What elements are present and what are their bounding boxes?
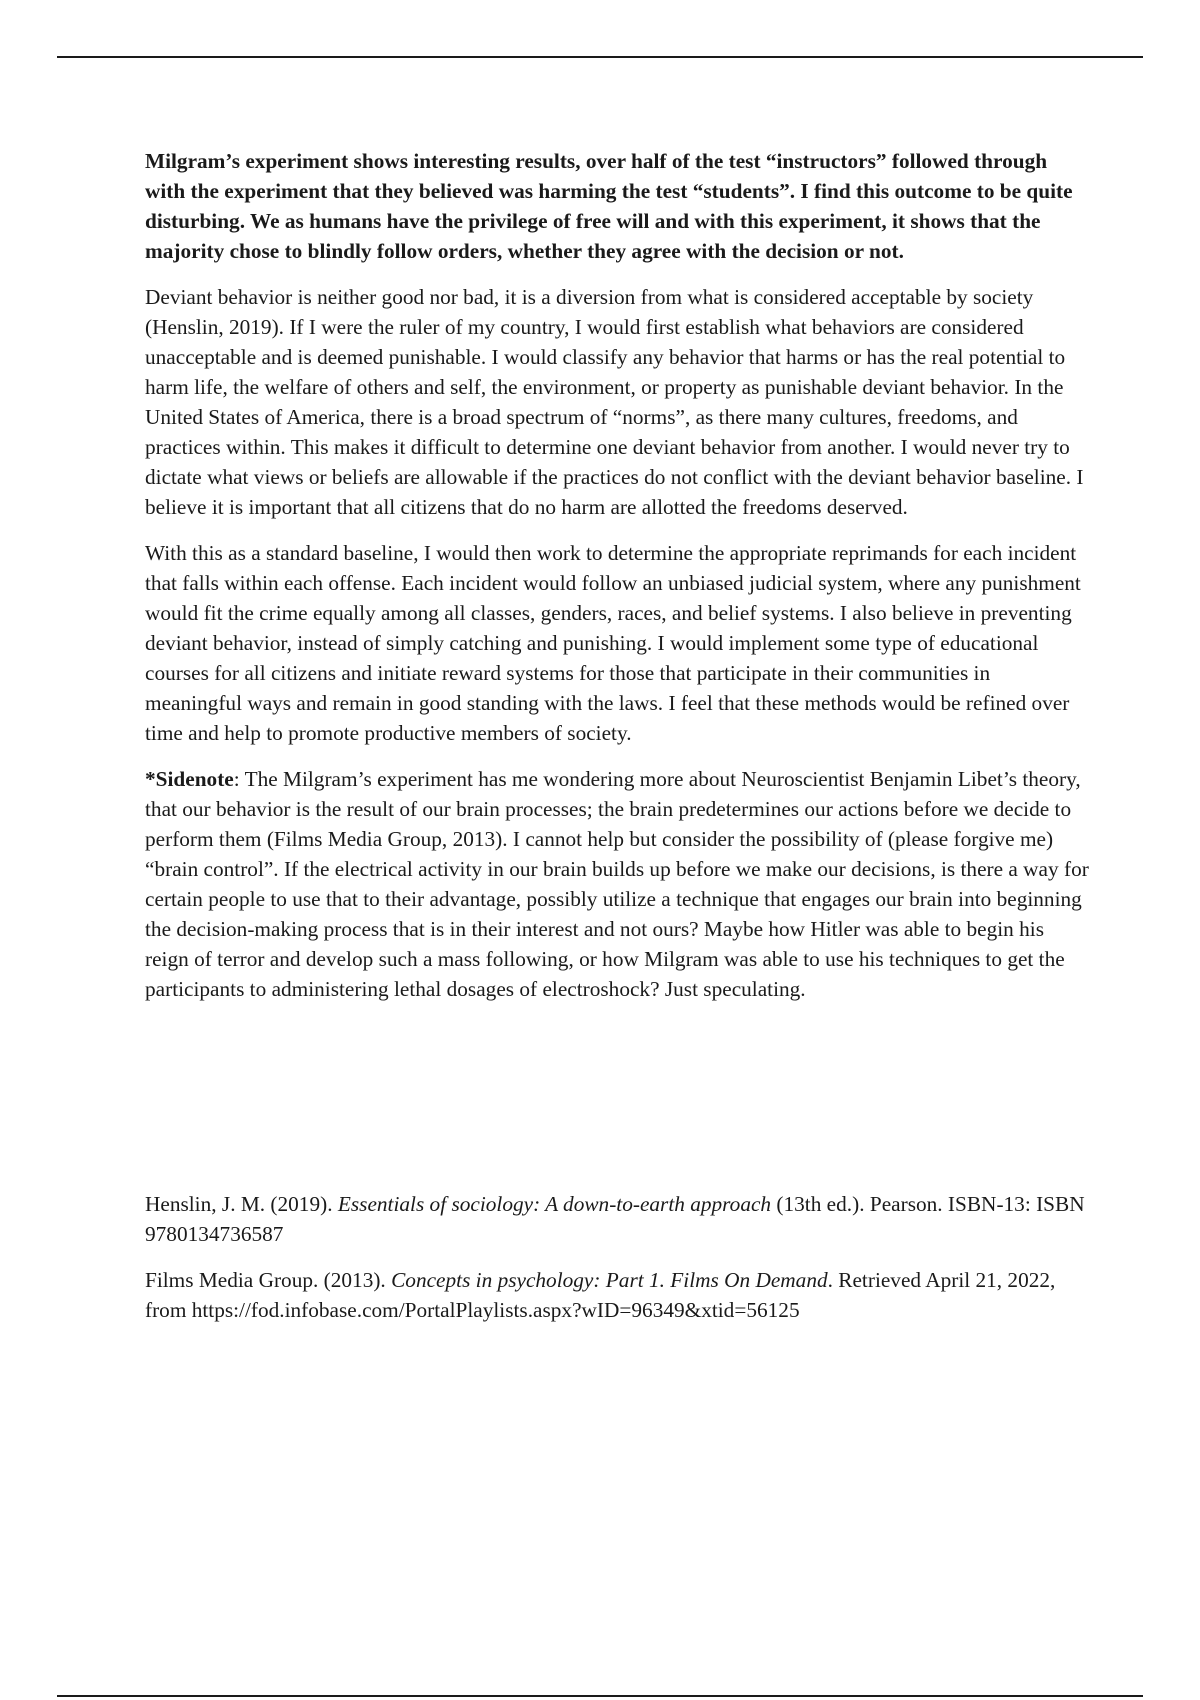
paragraph-deviant-behavior: Deviant behavior is neither good nor bad, it is a diversion from what is considered acceptable by society (Henslin, 2019). If I were the ruler of my country, I would first establish what behaviors are considered unacceptable and is deemed punishable. I would classify any behavior that harms or has the real potential to harm life, the welfare of others and self, the environment, or property as punishable deviant behavior. In the United States of America, there is a broad spectrum of “norms”, as there many cultures, freedoms, and practices within. This makes it difficult to determine one deviant behavior from another. I would never try to dictate what views or beliefs are allowable if the practices do not conflict with the deviant behavior baseline. I believe it is important that all citizens that do no harm are allotted the freedoms deserved. <box>145 285 1084 519</box>
essay-body <box>145 146 1090 1020</box>
reference-henslin-author: Henslin, J. M. (2019). <box>145 1192 338 1216</box>
paragraph-standard-baseline: With this as a standard baseline, I would then work to determine the appropriate reprimands for each incident that falls within each offense. Each incident would follow an unbiased judicial system, where any punishment would fit the crime equally among all classes, genders, races, and belief systems. I also believe in preventing deviant behavior, instead of simply catching and punishing. I would implement some type of educational courses for all citizens and initiate reward systems for those that participate in their communities in meaningful ways and remain in good standing with the laws. I feel that these methods would be refined over time and help to promote productive members of society. <box>145 541 1081 745</box>
sidenote-text: : The Milgram’s experiment has me wondering more about Neuroscientist Benjamin Libet’s theory, that our behavior is the result of our brain processes; the brain predetermines our actions before we decide to perform them (Films Media Group, 2013). I cannot help but consider the possibility of (please forgive me) “brain control”. If the electrical activity in our brain builds up before we make our decisions, is there a way for certain people to use that to their advantage, possibly utilize a technique that engages our brain into beginning the decision-making process that is in their interest and not ours? Maybe how Hitler was able to begin his reign of terror and develop such a mass following, or how Milgram was able to use his techniques to get the participants to administering lethal dosages of electroshock? Just speculating. <box>145 767 1089 1001</box>
references-list <box>145 1189 1090 1341</box>
top-divider <box>57 56 1143 58</box>
reference-films-author: Films Media Group. (2013). <box>145 1268 392 1292</box>
reference-films-details: . Retrieved April 21, 2022, from https://fod.infobase.com/PortalPlaylists.aspx?wID=96349&xtid=56125 <box>145 1268 1056 1322</box>
reference-films-title: Concepts in psychology: Part 1. Films On Demand <box>391 1268 828 1292</box>
paragraph-sidenote <box>145 764 1090 1004</box>
reference-films-media-group <box>145 1265 1090 1325</box>
paragraph-milgram-intro: Milgram’s experiment shows interesting results, over half of the test “instructors” followed through with the experiment that they believed was harming the test “students”. I find this outcome to be quite disturbing. We as humans have the privilege of free will and with this experiment, it shows that the majority chose to blindly follow orders, whether they agree with the decision or not. <box>145 149 1073 263</box>
sidenote-label: *Sidenote <box>145 767 234 791</box>
reference-henslin <box>145 1189 1090 1249</box>
reference-henslin-details: (13th ed.). Pearson. ISBN-13: ISBN 9780134736587 <box>145 1192 1085 1246</box>
bottom-divider <box>57 1695 1143 1697</box>
reference-henslin-title: Essentials of sociology: A down-to-earth approach <box>337 1192 772 1216</box>
